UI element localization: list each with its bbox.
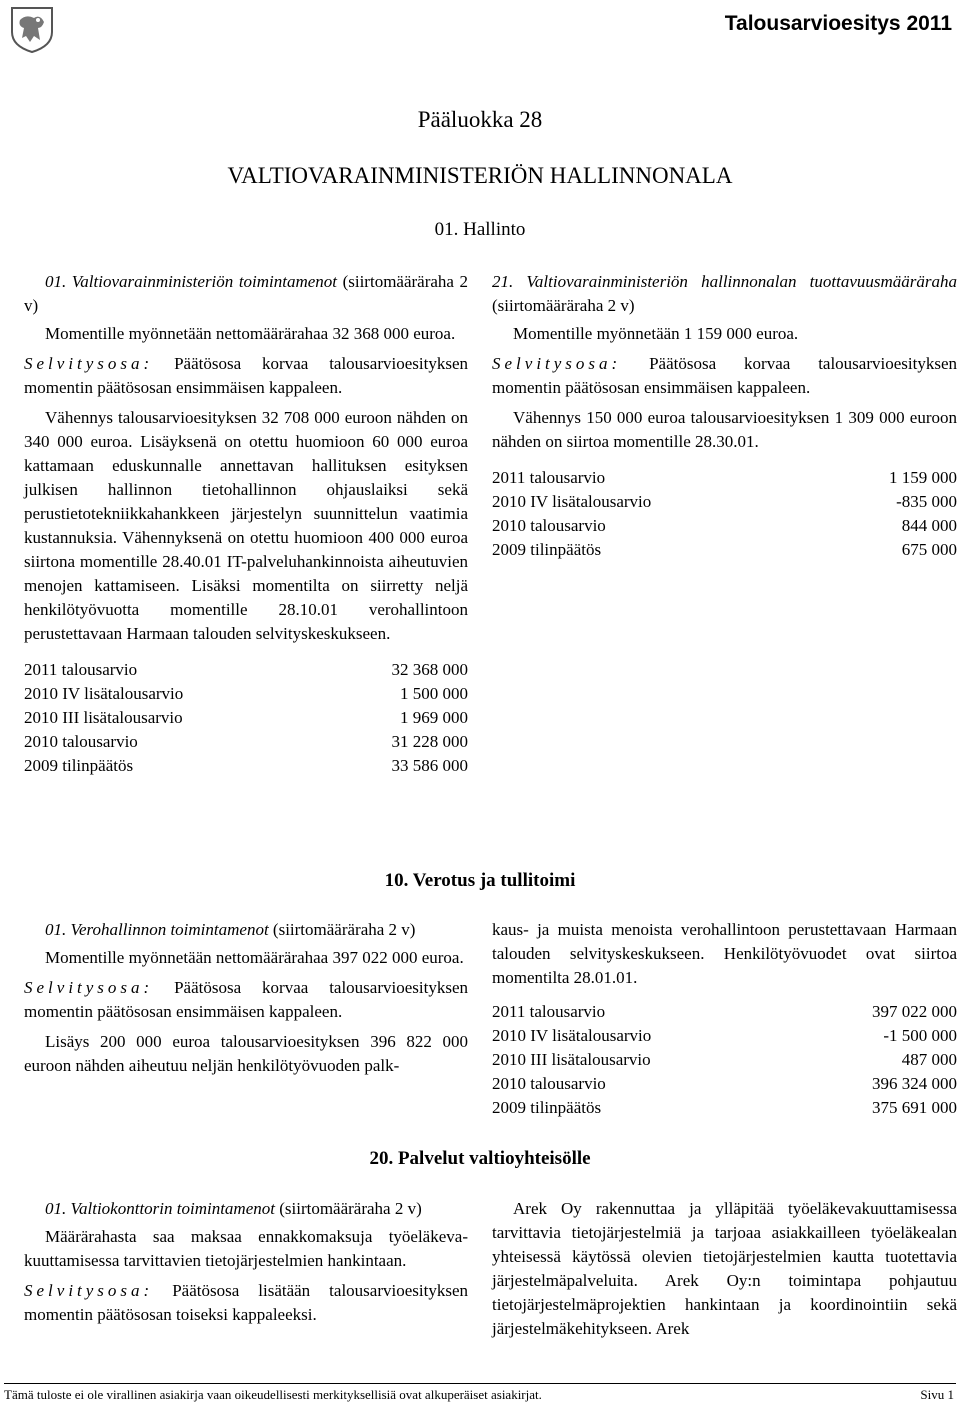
item-heading	[24, 1197, 468, 1221]
paragraph-1: Momentille myönnetään nettomäärärahaa 397 022 000 euroa.	[45, 948, 464, 967]
row-value: 396 324 000	[872, 1074, 957, 1093]
row-value: 397 022 000	[872, 1002, 957, 1021]
left-column-01	[24, 270, 468, 778]
item-heading-rest: (siirtomääräraha 2 v)	[268, 920, 416, 939]
paragraph-2-text: Päätösosa korvaa talousarvioesityksen momentin päätösosan ensimmäisen kappaleen.	[492, 354, 957, 397]
selvitysosa-label: Selvitysosa:	[24, 978, 154, 997]
item-heading-rest: (siirtomääräraha 2 v)	[274, 1199, 422, 1218]
selvitysosa-label: Selvitysosa:	[492, 354, 622, 373]
right-column-20	[492, 1197, 957, 1341]
budget-table	[492, 1000, 957, 1120]
table-row	[492, 466, 957, 490]
table-row	[24, 754, 468, 778]
section-title-hallinto: 01. Hallinto	[434, 219, 526, 240]
coat-of-arms-logo	[4, 2, 60, 54]
budget-table	[492, 466, 957, 562]
row-label: 2010 III lisätalousarvio	[24, 708, 183, 727]
paragraph-1: Momentille myönnetään 1 159 000 euroa.	[513, 324, 799, 343]
row-value: 31 228 000	[391, 732, 468, 751]
selvitysosa-label: Selvitysosa:	[24, 1281, 154, 1300]
table-row	[492, 490, 957, 514]
row-value: 1 969 000	[400, 708, 468, 727]
item-heading-italic: 21. Valtiovarainministeriön hallinnonalan tuottavuusmääräraha	[492, 272, 957, 291]
right-column-21	[492, 270, 957, 562]
table-row	[24, 730, 468, 754]
row-value: 1 500 000	[400, 684, 468, 703]
row-label: 2010 III lisätalousarvio	[492, 1050, 651, 1069]
paragraph-3: Lisäys 200 000 euroa talousarvioesityksen 396 822 000 euroon nähden aiheutuu neljän henkilötyövuoden palk-	[24, 1032, 468, 1075]
table-row	[492, 1072, 957, 1096]
item-heading	[24, 918, 468, 942]
paragraph-2	[24, 976, 468, 1024]
main-class-title: Pääluokka 28	[417, 107, 543, 132]
item-heading	[492, 270, 957, 318]
row-value: -1 500 000	[883, 1026, 957, 1045]
left-column-20	[24, 1197, 468, 1327]
table-row	[24, 658, 468, 682]
paragraph-2	[24, 352, 468, 400]
row-label: 2010 talousarvio	[492, 1074, 606, 1093]
row-value: 32 368 000	[391, 660, 468, 679]
paragraph-2-text: Päätösosa korvaa talousarvioesityksen momentin päätösosan ensimmäisen kappaleen.	[24, 354, 468, 397]
paragraph-1: Määrärahasta saa maksaa ennakkomaksuja työeläkevakuuttamisessa tarvittavien tietojärjestelmien hankintaan.	[24, 1227, 468, 1270]
section-title-palvelut: 20. Palvelut valtioyhteisölle	[369, 1148, 591, 1169]
item-heading-italic: 01. Valtiovarainministeriön toimintamenot	[45, 272, 338, 291]
row-value: 375 691 000	[872, 1098, 957, 1117]
row-label: 2009 tilinpäätös	[24, 756, 134, 775]
table-row	[492, 1096, 957, 1120]
row-label: 2011 talousarvio	[492, 1002, 606, 1021]
main-class-subtitle: VALTIOVARAINMINISTERIÖN HALLINNONALA	[227, 163, 733, 188]
selvitysosa-label: Selvitysosa:	[24, 354, 154, 373]
row-value: 1 159 000	[889, 468, 957, 487]
row-value: 33 586 000	[391, 756, 468, 775]
table-row	[492, 1000, 957, 1024]
row-label: 2010 IV lisätalousarvio	[24, 684, 184, 703]
row-label: 2009 tilinpäätös	[492, 1098, 602, 1117]
paragraph-2-text: Päätösosa korvaa talousarvioesityksen momentin päätösosan ensimmäisen kappaleen.	[24, 978, 468, 1021]
item-heading	[24, 270, 468, 318]
row-value: -835 000	[896, 492, 957, 511]
section-title-verotus: 10. Verotus ja tullitoimi	[384, 870, 576, 891]
footer-page-number: Sivu 1	[920, 1387, 954, 1402]
table-row	[492, 1024, 957, 1048]
table-row	[492, 538, 957, 562]
row-value: 487 000	[901, 1050, 957, 1069]
item-heading-rest: (siirtomääräraha 2 v)	[24, 272, 468, 315]
right-column-10	[492, 918, 957, 1120]
item-heading-rest: (siirtomääräraha 2 v)	[492, 296, 635, 315]
paragraph-1: Momentille myönnetään nettomäärärahaa 32 368 000 euroa.	[45, 324, 456, 343]
paragraph-2	[24, 1279, 468, 1327]
left-column-10	[24, 918, 468, 1078]
paragraph-3: Vähennys 150 000 euroa talousarvioesityksen 1 309 000 euroon nähden on siirtoa momentille 28.30.01.	[492, 408, 957, 451]
paragraph-3: Vähennys talousarvioesityksen 32 708 000 euroon nähden on 340 000 euroa. Lisäyksenä on otettu huomioon 60 000 euroa kattamaan eduskunnalle annettavan hallituksen esityksen julkisen hallinnon tietohallinnon ohjauslaiksi sekä perustietotekniikkahankkeen järjestelyn suunnittelun vaatimia kustannuksia. Vähennyksenä on otettu huomioon 400 000 euroa siirtona momentille 28.40.01 IT-palveluhankinnoista aiheutuvien menojen kattamiseen. Lisäksi momentilta on siirretty neljä henkilötyövuotta momentille 28.10.01 verohallintoon perustettavaan Harmaan talouden selvityskeskukseen.	[24, 408, 468, 643]
row-label: 2010 talousarvio	[492, 516, 606, 535]
row-label: 2010 IV lisätalousarvio	[492, 492, 652, 511]
row-label: 2011 talousarvio	[492, 468, 606, 487]
table-row	[24, 706, 468, 730]
budget-table	[24, 658, 468, 778]
paragraph-continued: kaus- ja muista menoista verohallintoon perustettavaan Harmaan talouden selvityskeskukseen. Henkilötyövuodet ovat siirtoa momentilta 28.01.01.	[492, 920, 957, 987]
footer-rule	[4, 1383, 956, 1384]
row-label: 2010 talousarvio	[24, 732, 138, 751]
table-row	[492, 1048, 957, 1072]
row-value: 844 000	[901, 516, 957, 535]
page-header-title: Talousarvioesitys 2011	[724, 12, 952, 35]
paragraph-2	[492, 352, 957, 400]
item-heading-italic: 01. Verohallinnon toimintamenot	[45, 920, 269, 939]
item-heading-italic: 01. Valtiokonttorin toimintamenot	[45, 1199, 275, 1218]
row-label: 2010 IV lisätalousarvio	[492, 1026, 652, 1045]
paragraph-2-text: Päätösosa lisätään talousarvioesityksen momentin päätösosan toiseksi kappaleeksi.	[24, 1281, 468, 1324]
paragraph-1: Arek Oy rakennuttaa ja ylläpitää työeläkevakuuttamisessa tarvittavia tietojärjestelmiä ja tarjoaa asiakkailleen työeläkealan yhteisessä käytössä olevien tietojärjestelmien kautta tuotettavia järjestelmäpalveluita. Arek Oy:n toimintapa pohjautuu tietojärjestelmäprojektien hankintaan ja koordinointiin sekä järjestelmäkehitykseen. Arek	[492, 1199, 957, 1338]
row-label: 2009 tilinpäätös	[492, 540, 602, 559]
table-row	[492, 514, 957, 538]
row-value: 675 000	[901, 540, 957, 559]
table-row	[24, 682, 468, 706]
row-label: 2011 talousarvio	[24, 660, 138, 679]
footer-notice: Tämä tuloste ei ole virallinen asiakirja vaan oikeudellisesti merkityksellisiä ovat alkuperäiset asiakirjat.	[4, 1387, 542, 1402]
